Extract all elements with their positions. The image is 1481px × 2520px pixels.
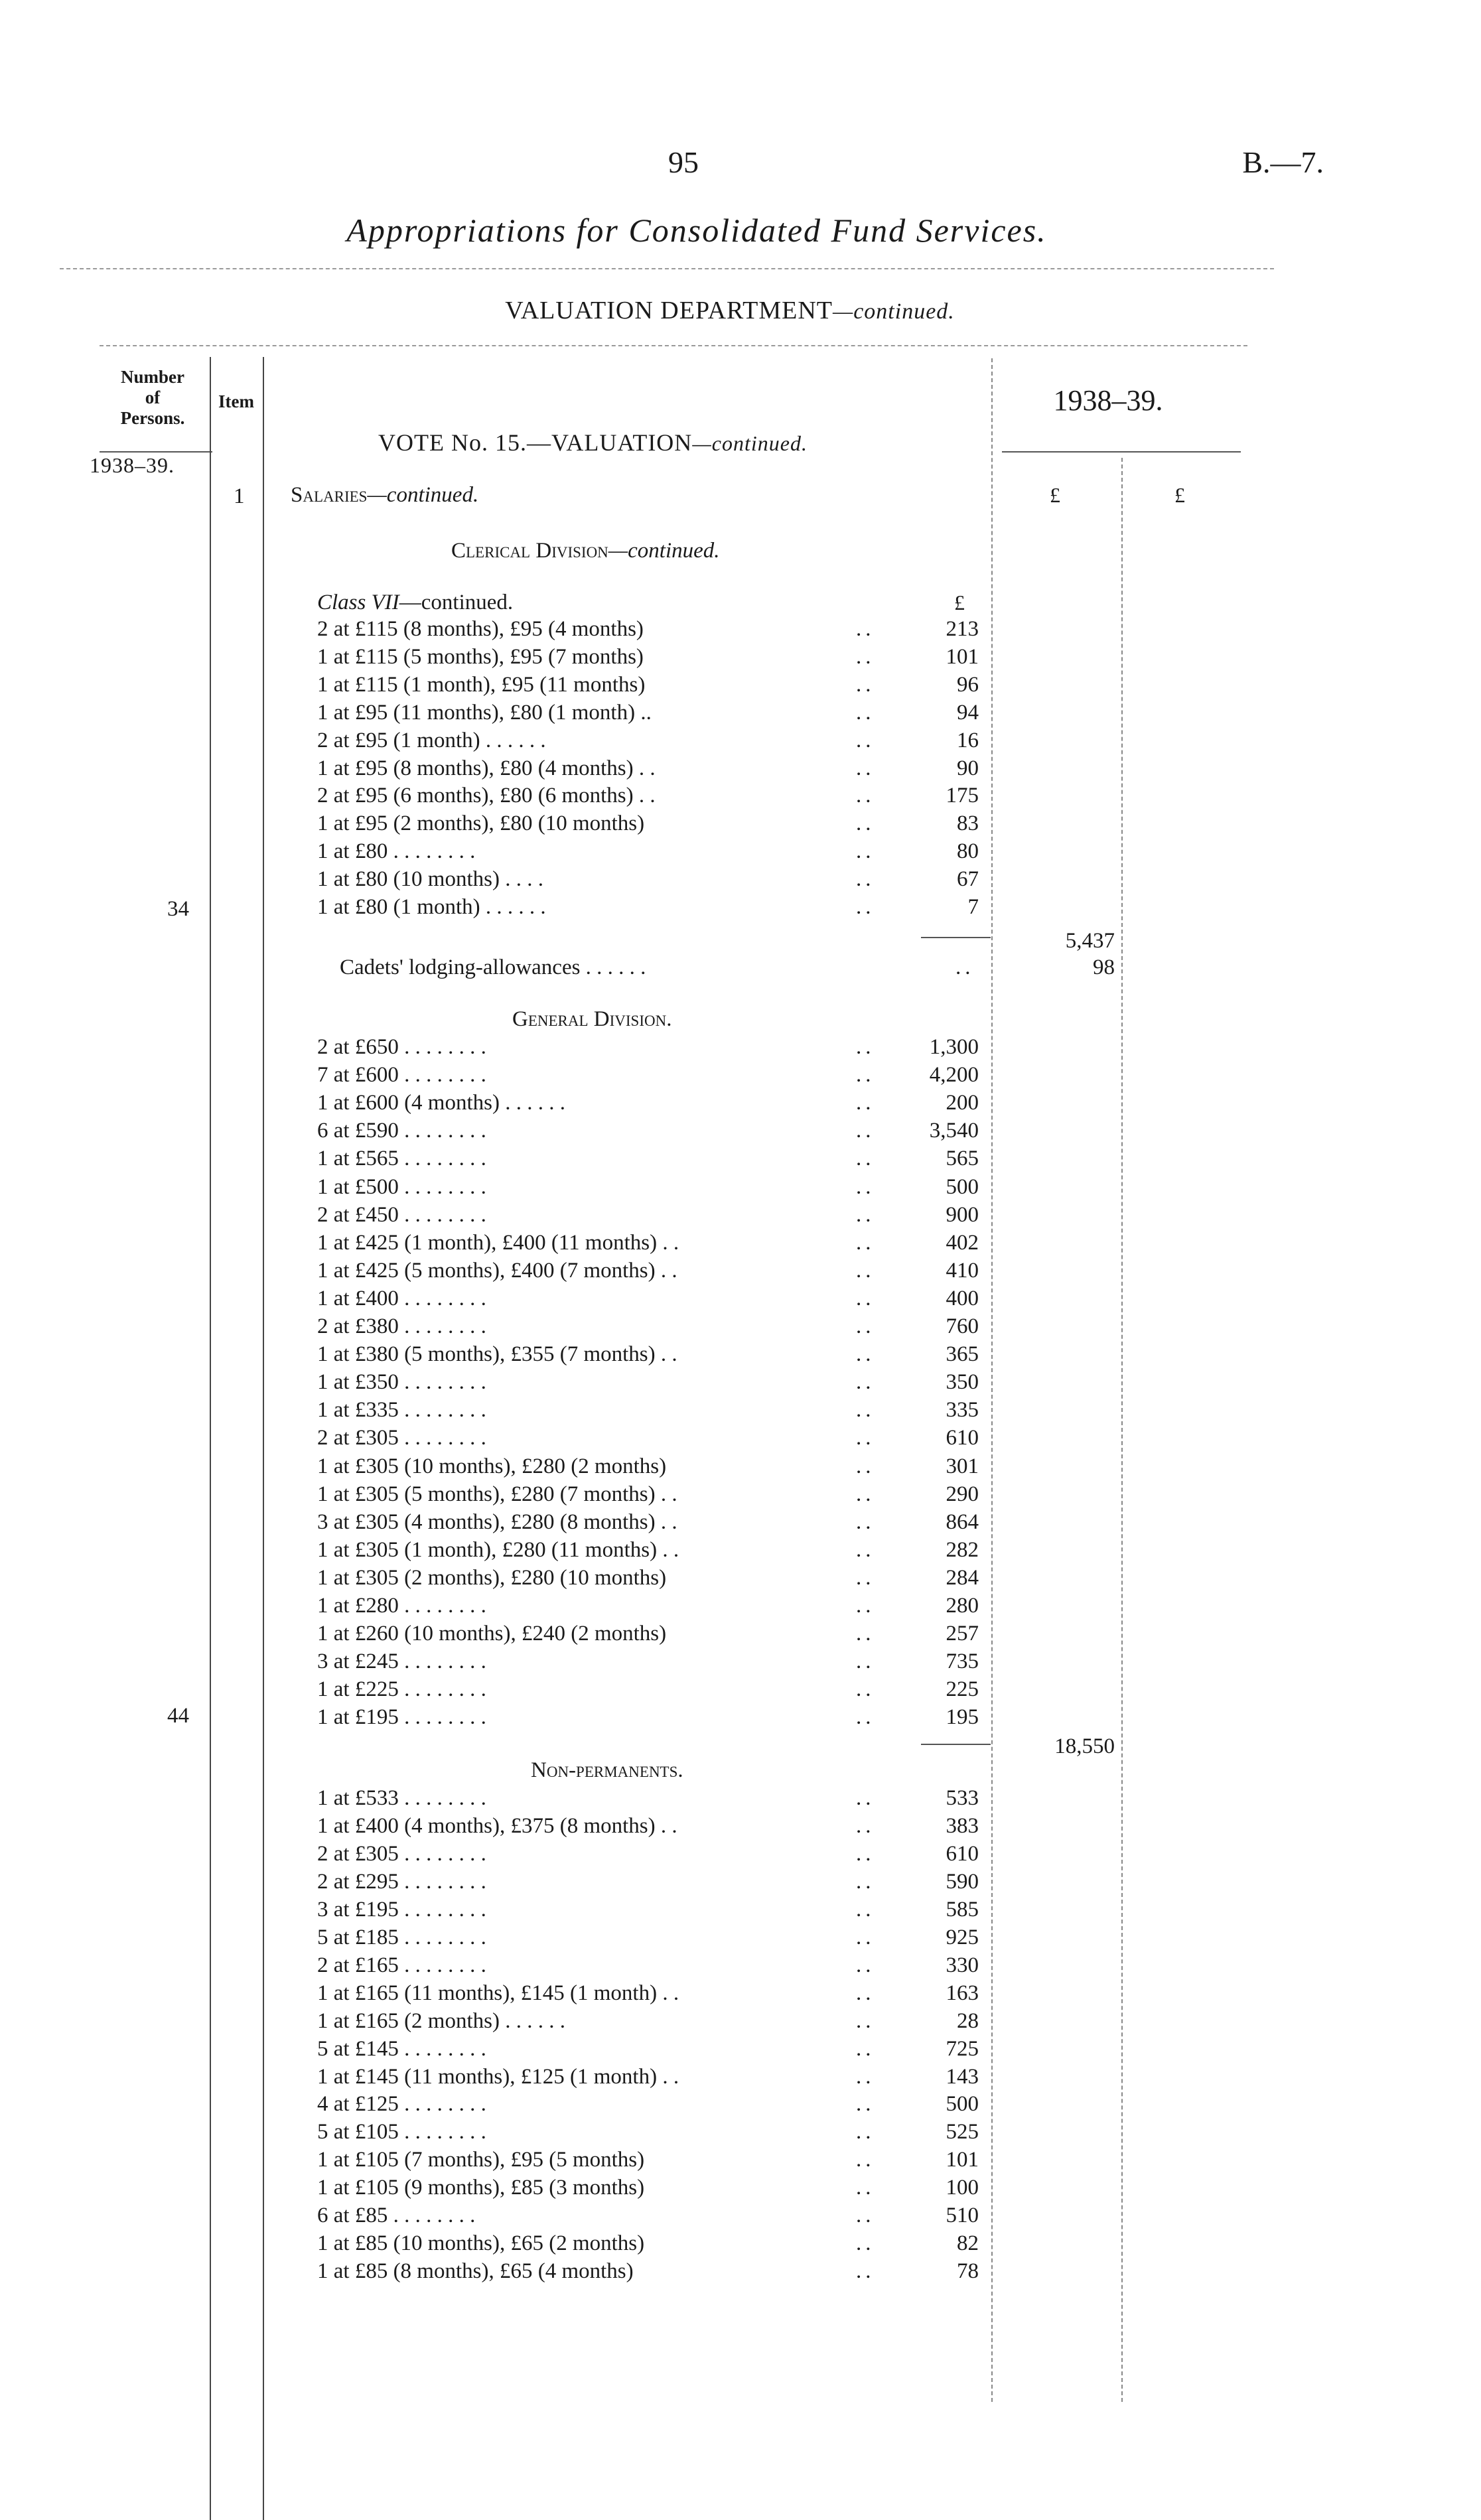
row-leader-dots: .. — [856, 1174, 875, 1199]
row-description: 1 at £533 . . . . . . . . — [317, 1786, 486, 1810]
row-description: 2 at £305 . . . . . . . . — [317, 1841, 486, 1866]
pound-header-subtotal: £ — [1050, 483, 1060, 507]
row-leader-dots: .. — [856, 895, 875, 919]
vote-title-text: VOTE No. 15.—VALUATION — [378, 429, 693, 456]
row-description: 1 at £95 (2 months), £80 (10 months) — [317, 811, 645, 836]
row-amount: 610 — [946, 1426, 979, 1450]
row-leader-dots: .. — [856, 1509, 875, 1534]
row-description: 2 at £115 (8 months), £95 (4 months) — [317, 617, 644, 641]
row-leader-dots: .. — [856, 2231, 875, 2256]
table-row — [0, 1594, 1481, 1622]
table-row — [0, 1231, 1481, 1259]
row-description: 3 at £305 (4 months), £280 (8 months) . . — [317, 1509, 677, 1534]
clerical-heading-text: Clerical Division — [451, 539, 608, 563]
table-row — [0, 756, 1481, 784]
row-description: 1 at £80 (10 months) . . . . — [317, 867, 543, 892]
row-description: 1 at £95 (11 months), £80 (1 month) .. — [317, 700, 652, 725]
row-amount: 301 — [946, 1454, 979, 1478]
row-leader-dots: .. — [856, 1147, 875, 1171]
row-amount: 565 — [946, 1147, 979, 1171]
row-description: 1 at £105 (9 months), £85 (3 months) — [317, 2176, 645, 2200]
row-leader-dots: .. — [856, 1314, 875, 1338]
table-row — [0, 645, 1481, 673]
row-amount: 525 — [946, 2120, 979, 2144]
row-leader-dots: .. — [856, 1537, 875, 1562]
row-description: 3 at £195 . . . . . . . . — [317, 1897, 486, 1922]
row-leader-dots: .. — [856, 2008, 875, 2033]
row-leader-dots: .. — [856, 1258, 875, 1283]
row-amount: 925 — [946, 1925, 979, 1949]
table-row — [0, 1870, 1481, 1898]
table-row — [0, 1314, 1481, 1342]
row-leader-dots: .. — [856, 1649, 875, 1674]
row-description: 1 at £400 (4 months), £375 (8 months) . . — [317, 1813, 677, 1838]
row-amount: 335 — [946, 1398, 979, 1423]
row-leader-dots: .. — [856, 1677, 875, 1702]
row-description: 1 at £225 . . . . . . . . — [317, 1677, 486, 1702]
table-row — [0, 1175, 1481, 1203]
row-leader-dots: .. — [856, 2204, 875, 2228]
table-row — [0, 2092, 1481, 2120]
table-row — [0, 1677, 1481, 1705]
row-leader-dots: .. — [856, 1398, 875, 1423]
row-leader-dots: .. — [856, 1594, 875, 1618]
row-amount: 83 — [957, 811, 979, 836]
table-row — [0, 1482, 1481, 1510]
row-leader-dots: .. — [856, 1454, 875, 1478]
row-description: 1 at £95 (8 months), £80 (4 months) . . — [317, 756, 656, 780]
persons-header-rule — [100, 451, 212, 453]
row-description: 1 at £195 . . . . . . . . — [317, 1705, 486, 1730]
table-row — [0, 1538, 1481, 1566]
row-leader-dots: .. — [856, 1426, 875, 1450]
row-amount: 100 — [946, 2176, 979, 2200]
table-row — [0, 1203, 1481, 1231]
table-row — [0, 673, 1481, 701]
row-description: 1 at £165 (2 months) . . . . . . — [317, 2008, 565, 2033]
table-row — [0, 2148, 1481, 2176]
row-amount: 3,540 — [929, 1119, 979, 1143]
row-amount: 330 — [946, 1953, 979, 1977]
row-amount: 500 — [946, 2092, 979, 2117]
row-amount: 163 — [946, 1981, 979, 2005]
row-leader-dots: .. — [856, 1786, 875, 1810]
row-description: 2 at £650 . . . . . . . . — [317, 1035, 486, 1059]
page-number: 95 — [668, 145, 699, 179]
row-description: 2 at £380 . . . . . . . . — [317, 1314, 486, 1338]
row-amount: 585 — [946, 1897, 979, 1922]
row-amount: 175 — [946, 784, 979, 808]
non-permanents-heading: Non-permanents. — [531, 1758, 683, 1782]
general-subtotal: 18,550 — [1054, 1734, 1115, 1758]
row-description: 1 at £305 (2 months), £280 (10 months) — [317, 1565, 667, 1590]
year-column-header: 1938–39. — [1053, 384, 1163, 417]
row-leader-dots: .. — [856, 1981, 875, 2005]
row-amount: 1,300 — [929, 1035, 979, 1059]
row-leader-dots: .. — [856, 867, 875, 892]
table-row — [0, 2120, 1481, 2148]
row-amount: 284 — [946, 1565, 979, 1590]
vote-title-suffix: —continued. — [692, 431, 808, 455]
row-leader-dots: .. — [856, 839, 875, 864]
table-row — [0, 1981, 1481, 2009]
table-row — [0, 1342, 1481, 1370]
pound-header-total: £ — [1174, 483, 1185, 507]
row-description: 2 at £305 . . . . . . . . — [317, 1426, 486, 1450]
persons-header-line-1: Number — [121, 367, 184, 387]
row-amount: 200 — [946, 1091, 979, 1115]
row-leader-dots: .. — [856, 700, 875, 725]
table-row — [0, 1035, 1481, 1063]
row-leader-dots: .. — [856, 617, 875, 641]
table-row — [0, 867, 1481, 895]
row-amount: 225 — [946, 1677, 979, 1702]
row-description: 3 at £245 . . . . . . . . — [317, 1649, 486, 1674]
page-title: Appropriations for Consolidated Fund Services. — [346, 212, 1047, 249]
table-row — [0, 1953, 1481, 1981]
general-heading: General Division. — [512, 1007, 672, 1031]
row-amount: 735 — [946, 1649, 979, 1674]
row-amount: 900 — [946, 1202, 979, 1227]
row-amount: 213 — [946, 617, 979, 641]
item-number: 1 — [234, 484, 245, 508]
row-leader-dots: .. — [856, 1370, 875, 1395]
row-amount: 67 — [957, 867, 979, 892]
row-description: 1 at £425 (5 months), £400 (7 months) . . — [317, 1258, 677, 1283]
table-row — [0, 1566, 1481, 1594]
table-row — [0, 2009, 1481, 2037]
table-row — [0, 1259, 1481, 1287]
row-description: 7 at £600 . . . . . . . . — [317, 1063, 486, 1087]
row-description: 1 at £565 . . . . . . . . — [317, 1147, 486, 1171]
row-leader-dots: .. — [856, 728, 875, 752]
row-amount: 101 — [946, 2148, 979, 2172]
row-amount: 96 — [957, 672, 979, 697]
salaries-heading — [291, 483, 478, 508]
table-row — [0, 1925, 1481, 1953]
row-amount: 78 — [957, 2259, 979, 2284]
general-persons-count: 44 — [167, 1704, 189, 1728]
table-row — [0, 2231, 1481, 2259]
row-leader-dots: .. — [856, 784, 875, 808]
clerical-persons-count: 34 — [167, 897, 189, 921]
row-description: 1 at £80 . . . . . . . . — [317, 839, 476, 864]
row-leader-dots: .. — [856, 2092, 875, 2117]
row-leader-dots: .. — [856, 1342, 875, 1367]
row-description: 1 at £335 . . . . . . . . — [317, 1398, 486, 1423]
table-row — [0, 1147, 1481, 1174]
table-row — [0, 1426, 1481, 1454]
row-description: 1 at £305 (1 month), £280 (11 months) . . — [317, 1537, 679, 1562]
persons-header-line-3: Persons. — [120, 408, 185, 428]
row-description: 1 at £400 . . . . . . . . — [317, 1286, 486, 1310]
table-row — [0, 1398, 1481, 1426]
table-row — [0, 617, 1481, 645]
row-description: 6 at £590 . . . . . . . . — [317, 1119, 486, 1143]
row-leader-dots: .. — [856, 1622, 875, 1646]
row-description: 1 at £85 (8 months), £65 (4 months) — [317, 2259, 634, 2284]
row-amount: 365 — [946, 1342, 979, 1367]
row-description: 1 at £500 . . . . . . . . — [317, 1174, 486, 1199]
row-leader-dots: .. — [856, 1925, 875, 1949]
table-row — [0, 1287, 1481, 1314]
row-leader-dots: .. — [856, 2176, 875, 2200]
row-leader-dots: .. — [856, 1230, 875, 1255]
clerical-heading-suffix: —continued. — [608, 539, 720, 563]
department-title — [265, 296, 1194, 325]
department-name: VALUATION DEPARTMENT — [505, 297, 833, 324]
row-leader-dots: .. — [856, 1063, 875, 1087]
row-description: 2 at £165 . . . . . . . . — [317, 1953, 486, 1977]
row-description: 2 at £450 . . . . . . . . — [317, 1202, 486, 1227]
table-row — [0, 811, 1481, 839]
row-leader-dots: .. — [856, 1897, 875, 1922]
table-row — [0, 839, 1481, 867]
table-row — [0, 1622, 1481, 1649]
row-amount: 143 — [946, 2064, 979, 2089]
table-row — [0, 1370, 1481, 1398]
row-amount: 500 — [946, 1174, 979, 1199]
row-amount: 350 — [946, 1370, 979, 1395]
table-row — [0, 1705, 1481, 1733]
class-suffix: —continued. — [399, 591, 514, 614]
title-rule — [60, 268, 1274, 269]
row-description: 4 at £125 . . . . . . . . — [317, 2092, 486, 2117]
row-description: 2 at £295 . . . . . . . . — [317, 1869, 486, 1894]
row-description: 1 at £350 . . . . . . . . — [317, 1370, 486, 1395]
row-amount: 80 — [957, 839, 979, 864]
row-description: 1 at £305 (10 months), £280 (2 months) — [317, 1454, 667, 1478]
row-amount: 16 — [957, 728, 979, 752]
persons-year-label: 1938–39. — [90, 453, 175, 477]
row-description: 1 at £425 (1 month), £400 (11 months) . . — [317, 1230, 679, 1255]
row-amount: 90 — [957, 756, 979, 780]
row-leader-dots: .. — [856, 756, 875, 780]
row-amount: 400 — [946, 1286, 979, 1310]
persons-column-header — [100, 367, 206, 429]
salaries-suffix: —continued. — [367, 483, 479, 507]
row-description: 1 at £115 (5 months), £95 (7 months) — [317, 644, 644, 669]
row-amount: 610 — [946, 1841, 979, 1866]
row-leader-dots: .. — [856, 1565, 875, 1590]
row-description: 6 at £85 . . . . . . . . — [317, 2204, 476, 2228]
row-amount: 402 — [946, 1230, 979, 1255]
row-leader-dots: .. — [856, 1035, 875, 1059]
row-description: 1 at £280 . . . . . . . . — [317, 1594, 486, 1618]
class-vii-label — [317, 591, 513, 615]
row-description: 1 at £85 (10 months), £65 (2 months) — [317, 2231, 645, 2256]
row-leader-dots: .. — [856, 2036, 875, 2061]
cadets-label: Cadets' lodging-allowances . . . . . . — [340, 955, 646, 979]
row-amount: 28 — [957, 2008, 979, 2033]
table-row — [0, 1063, 1481, 1091]
row-leader-dots: .. — [856, 1869, 875, 1894]
row-leader-dots: .. — [856, 1482, 875, 1506]
table-row — [0, 2176, 1481, 2204]
row-amount: 101 — [946, 644, 979, 669]
row-description: 1 at £380 (5 months), £355 (7 months) . . — [317, 1342, 677, 1367]
year-header-rule — [1002, 451, 1241, 453]
row-leader-dots: .. — [856, 1705, 875, 1730]
row-description: 5 at £145 . . . . . . . . — [317, 2036, 486, 2061]
table-row — [0, 895, 1481, 923]
row-description: 1 at £115 (1 month), £95 (11 months) — [317, 672, 646, 697]
row-leader-dots: .. — [856, 1202, 875, 1227]
row-amount: 195 — [946, 1705, 979, 1730]
pound-header-detail: £ — [954, 591, 965, 614]
row-leader-dots: .. — [856, 1841, 875, 1866]
table-row — [0, 1786, 1481, 1814]
clerical-subtotal: 5,437 — [1065, 929, 1115, 953]
row-amount: 4,200 — [929, 1063, 979, 1087]
table-row — [0, 784, 1481, 811]
row-leader-dots: .. — [856, 644, 875, 669]
table-row — [0, 1119, 1481, 1147]
row-description: 2 at £95 (6 months), £80 (6 months) . . — [317, 784, 656, 808]
table-row — [0, 1454, 1481, 1482]
table-row — [0, 2065, 1481, 2093]
row-description: 1 at £260 (10 months), £240 (2 months) — [317, 1622, 667, 1646]
table-row — [0, 1649, 1481, 1677]
row-description: 1 at £305 (5 months), £280 (7 months) . . — [317, 1482, 677, 1506]
row-leader-dots: .. — [856, 1813, 875, 1838]
row-amount: 533 — [946, 1786, 979, 1810]
row-leader-dots: .. — [856, 2148, 875, 2172]
row-leader-dots: .. — [856, 1091, 875, 1115]
row-amount: 760 — [946, 1314, 979, 1338]
item-column-header: Item — [218, 391, 254, 411]
row-amount: 864 — [946, 1509, 979, 1534]
row-amount: 290 — [946, 1482, 979, 1506]
row-description: 1 at £600 (4 months) . . . . . . — [317, 1091, 565, 1115]
row-amount: 257 — [946, 1622, 979, 1646]
row-description: 1 at £165 (11 months), £145 (1 month) . . — [317, 1981, 679, 2005]
table-row — [0, 1814, 1481, 1842]
row-description: 1 at £145 (11 months), £125 (1 month) . . — [317, 2064, 679, 2089]
row-leader-dots: .. — [856, 1953, 875, 1977]
row-leader-dots: .. — [856, 2064, 875, 2089]
cadets-amount: 98 — [1093, 955, 1115, 979]
class-label: Class VII — [317, 591, 399, 614]
table-row — [0, 1091, 1481, 1119]
salaries-label: Salaries — [291, 483, 368, 507]
row-amount: 410 — [946, 1258, 979, 1283]
row-amount: 94 — [957, 700, 979, 725]
row-amount: 383 — [946, 1813, 979, 1838]
row-amount: 7 — [967, 895, 979, 919]
row-description: 2 at £95 (1 month) . . . . . . — [317, 728, 546, 752]
row-amount: 590 — [946, 1869, 979, 1894]
row-amount: 282 — [946, 1537, 979, 1562]
clerical-sum-rule — [921, 937, 991, 938]
table-row — [0, 1898, 1481, 1925]
table-row — [0, 729, 1481, 756]
row-amount: 280 — [946, 1594, 979, 1618]
row-amount: 510 — [946, 2204, 979, 2228]
row-leader-dots: .. — [856, 1119, 875, 1143]
department-suffix: —continued. — [832, 299, 955, 324]
row-leader-dots: .. — [856, 2120, 875, 2144]
clerical-heading — [451, 539, 720, 563]
table-row — [0, 2204, 1481, 2231]
vote-title — [378, 429, 808, 456]
row-amount: 725 — [946, 2036, 979, 2061]
row-leader-dots: .. — [856, 1286, 875, 1310]
cadets-dots: .. — [955, 955, 975, 979]
row-description: 5 at £185 . . . . . . . . — [317, 1925, 486, 1949]
table-top-rule — [100, 345, 1247, 346]
row-description: 1 at £105 (7 months), £95 (5 months) — [317, 2148, 645, 2172]
table-row — [0, 1510, 1481, 1538]
row-description: 5 at £105 . . . . . . . . — [317, 2120, 486, 2144]
row-leader-dots: .. — [856, 811, 875, 836]
table-row — [0, 1842, 1481, 1870]
table-row — [0, 701, 1481, 729]
table-row — [0, 2259, 1481, 2287]
document-reference: B.—7. — [1242, 145, 1324, 179]
persons-header-line-2: of — [145, 387, 161, 407]
general-sum-rule — [921, 1744, 991, 1745]
table-row — [0, 2037, 1481, 2065]
row-leader-dots: .. — [856, 2259, 875, 2284]
row-amount: 82 — [957, 2231, 979, 2256]
row-description: 1 at £80 (1 month) . . . . . . — [317, 895, 546, 919]
row-leader-dots: .. — [856, 672, 875, 697]
